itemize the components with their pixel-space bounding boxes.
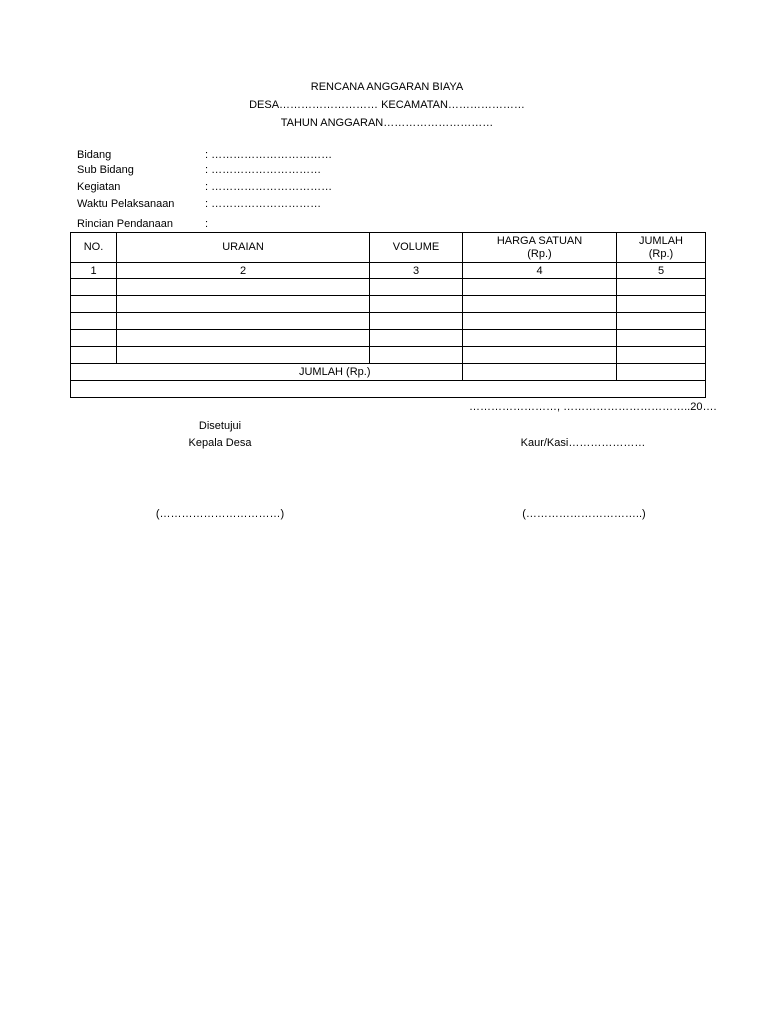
field-label-bidang: Bidang [77, 149, 112, 161]
field-value-waktu-pelaksanaan: : ………………………… [205, 198, 322, 210]
table-cell[interactable] [117, 330, 370, 347]
table-cell[interactable] [463, 313, 617, 330]
table-cell[interactable] [463, 296, 617, 313]
col-header-jumlah-line1: JUMLAH [638, 234, 683, 247]
signature-left [160, 418, 280, 452]
field-value-rincian-pendanaan: : [205, 218, 209, 230]
table-cell[interactable] [370, 313, 463, 330]
table-row [71, 296, 706, 313]
total-harga-cell[interactable] [463, 364, 617, 381]
table-total-row [71, 364, 706, 381]
table-cell[interactable] [617, 347, 706, 364]
total-label-text: JUMLAH (Rp.) [298, 366, 371, 378]
field-value-kegiatan: : …………………………… [205, 181, 333, 193]
signature-left-title1: Disetujui [198, 420, 242, 432]
field-label-sub-bidang: Sub Bidang [77, 164, 134, 176]
table-cell[interactable] [463, 347, 617, 364]
field-label-kegiatan: Kegiatan [77, 181, 121, 193]
index-cell: 2 [117, 263, 370, 279]
title-tahun-anggaran: TAHUN ANGGARAN………………………… [280, 117, 494, 129]
field-value-bidang: : …………………………… [205, 149, 333, 161]
col-header-harga-satuan [463, 233, 617, 263]
table-cell[interactable] [463, 330, 617, 347]
table-header-row [71, 233, 706, 263]
table-cell[interactable] [617, 330, 706, 347]
table-cell[interactable] [71, 347, 117, 364]
table-index-row [71, 263, 706, 279]
table-row [71, 313, 706, 330]
table-cell[interactable] [370, 279, 463, 296]
col-header-jumlah [617, 233, 706, 263]
table-cell[interactable] [71, 330, 117, 347]
signature-right-name: (…………………………..) [522, 508, 646, 520]
table-cell[interactable] [117, 279, 370, 296]
table-cell[interactable] [370, 330, 463, 347]
table-cell[interactable] [71, 279, 117, 296]
signature-left-name: (……………………………) [155, 508, 285, 520]
index-cell: 4 [463, 263, 617, 279]
total-jumlah-cell[interactable] [617, 364, 706, 381]
table-row [71, 279, 706, 296]
field-label-rincian-pendanaan: Rincian Pendanaan [77, 218, 174, 230]
col-header-no: NO. [71, 233, 117, 263]
table-blank-row [71, 381, 706, 398]
index-cell: 5 [617, 263, 706, 279]
index-cell: 1 [71, 263, 117, 279]
col-header-harga-satuan-line1: HARGA SATUAN [496, 234, 583, 247]
field-value-sub-bidang: : ………………………… [205, 164, 322, 176]
title-desa-kecamatan: DESA……………………… KECAMATAN………………… [249, 99, 525, 111]
table-cell[interactable] [617, 313, 706, 330]
signature-right-title: Kaur/Kasi………………… [520, 437, 646, 449]
table-blank-cell[interactable] [71, 381, 706, 398]
table-cell[interactable] [617, 296, 706, 313]
table-cell[interactable] [117, 347, 370, 364]
title-main: RENCANA ANGGARAN BIAYA [310, 81, 464, 93]
col-header-volume: VOLUME [370, 233, 463, 263]
table-cell[interactable] [617, 279, 706, 296]
date-line: ……………………, ……………………………..20…. [469, 401, 717, 413]
index-cell: 3 [370, 263, 463, 279]
table-cell[interactable] [370, 347, 463, 364]
field-label-waktu-pelaksanaan: Waktu Pelaksanaan [77, 198, 175, 210]
col-header-jumlah-line2: (Rp.) [648, 247, 674, 260]
table-cell[interactable] [117, 296, 370, 313]
table-cell[interactable] [71, 313, 117, 330]
col-header-uraian: URAIAN [117, 233, 370, 263]
col-header-harga-satuan-line2: (Rp.) [527, 247, 552, 260]
table-cell[interactable] [117, 313, 370, 330]
signature-left-title2: Kepala Desa [188, 437, 252, 449]
table-row [71, 330, 706, 347]
table-cell[interactable] [71, 296, 117, 313]
budget-table [70, 232, 706, 398]
table-row [71, 347, 706, 364]
table-cell[interactable] [463, 279, 617, 296]
total-label [71, 364, 463, 381]
table-cell[interactable] [370, 296, 463, 313]
document-title [0, 78, 768, 132]
